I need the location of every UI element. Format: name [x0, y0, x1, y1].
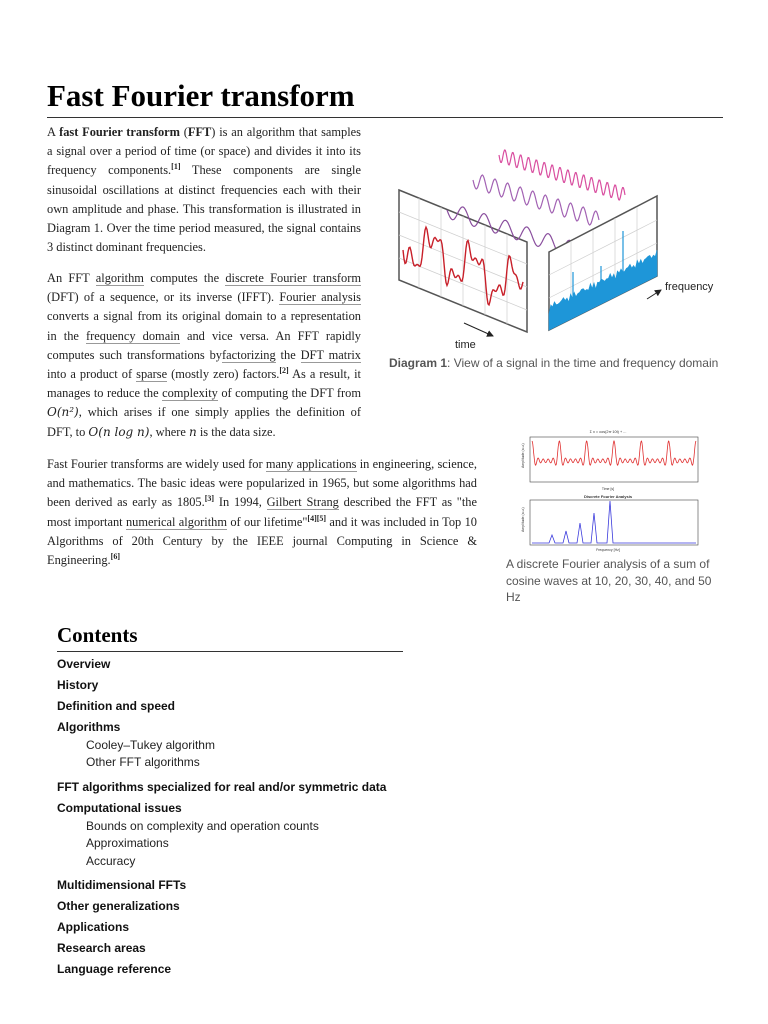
table-of-contents	[57, 657, 477, 983]
toc-item	[57, 920, 477, 935]
link-dft-matrix[interactable]: DFT matrix	[300, 347, 361, 362]
link-many-applications[interactable]: many applications	[265, 457, 357, 471]
ref-5[interactable]: [5]	[316, 513, 327, 523]
math-on2: O(n²)	[47, 405, 79, 420]
toc-item	[57, 780, 477, 795]
bottom-plot-xlabel: Frequency [Hz]	[596, 548, 620, 552]
ref-6[interactable]: [6]	[110, 551, 120, 561]
toc-link[interactable]: Algorithms	[57, 720, 121, 734]
link-complexity[interactable]: complexity	[162, 386, 218, 401]
diagram-1-caption: Diagram 1: View of a signal in the time and frequency domain	[389, 356, 719, 370]
toc-link[interactable]: Applications	[57, 920, 130, 935]
toc-link[interactable]: Definition and speed	[57, 699, 176, 713]
diagram-time-frequency	[389, 140, 729, 355]
toc-item	[57, 801, 477, 870]
top-plot-formula: Σ x = cos(2π·10t) + ...	[589, 430, 627, 434]
toc-subitem[interactable]: Bounds on complexity and operation counts	[86, 818, 319, 833]
toc-link[interactable]: Computational issues	[57, 800, 182, 815]
toc-link[interactable]: History	[57, 678, 99, 692]
intro-paragraph: A fast Fourier transform (FFT) is an algorithm that samples a signal over a period of time (or space) and divides it into its frequency components.[1] These components are single sinusoidal oscillations at distinct frequencies each with their own amplitude and phase. This transformation is illustrated in Diagram 1. Over the time period measured, the signal contains 3 distinct dominant frequencies.	[47, 125, 362, 255]
bottom-plot-title: Discrete Fourier Analysis	[583, 494, 633, 499]
toc-sublist	[86, 737, 477, 772]
toc-item	[57, 657, 477, 672]
term-fft: fast Fourier transform	[59, 125, 180, 139]
math-onlogn: O(n log n)	[88, 424, 150, 439]
applications-paragraph: Fast Fourier transforms are widely used for many applications in engineering, science, and mathematics. The basic ideas were popularized in 1965, but some algorithms had been derived as early as 1805.[3] In 1994, Gilbert Strang described the FFT as "the most important numerical algorithm of our lifetime"[4][5] and it was included in Top 10 Algorithms of 20th Century by the IEEE journal Computing in Science & Engineering.[6]	[47, 457, 478, 568]
time-axis-label: time	[455, 339, 476, 351]
toc-item	[57, 878, 477, 893]
link-algorithm[interactable]: algorithm	[95, 271, 144, 285]
toc-subitem[interactable]: Approximations	[86, 836, 169, 851]
toc-subitem[interactable]: Cooley–Tukey algorithm	[86, 738, 215, 752]
fourier-analysis-caption: A discrete Fourier analysis of a sum of cosine waves at 10, 20, 30, 40, and 50 Hz	[506, 557, 712, 605]
toc-item	[57, 720, 477, 772]
term-fft-abbr: FFT	[187, 125, 212, 139]
link-frequency-domain[interactable]: frequency domain	[86, 328, 180, 343]
toc-sublist	[86, 818, 477, 870]
wave-component-2	[473, 175, 599, 225]
link-gilbert-strang[interactable]: Gilbert Strang	[266, 495, 339, 510]
toc-item	[57, 699, 477, 714]
toc-item	[57, 678, 477, 693]
ref-3[interactable]: [3]	[204, 494, 215, 504]
ref-4[interactable]: [4]	[307, 513, 317, 523]
link-sparse[interactable]: sparse	[136, 367, 168, 382]
toc-subitem[interactable]: Accuracy	[86, 853, 136, 868]
toc-item	[57, 899, 477, 914]
toc-link[interactable]: Research areas	[57, 941, 146, 956]
toc-link[interactable]: Language reference	[57, 962, 172, 977]
toc-link[interactable]: Multidimensional FFTs	[57, 878, 187, 893]
toc-link[interactable]: FFT algorithms specialized for real and/or symmetric data	[57, 779, 387, 794]
top-plot-ylabel: Amplitude (a.u.)	[521, 443, 525, 468]
frequency-axis-label: frequency	[665, 281, 714, 293]
toc-item	[57, 941, 477, 956]
ref-1[interactable]: [1]	[171, 162, 181, 172]
toc-subitem[interactable]: Other FFT algorithms	[86, 755, 200, 770]
dft-paragraph: An FFT algorithm computes the discrete Fourier transform (DFT) of a sequence, or its inverse (IFFT). Fourier analysis converts a signal from its original domain to a representation in the frequency domain and vice versa. An FFT rapidly computes such transformations byfactorizing the DFT matrix into a product of sparse (mostly zero) factors.[2] As a result, it manages to reduce the complexity of computing the DFT from O(n²), which arises if one simply applies the definition of DFT, to O(n log n), where n is the data size.	[47, 271, 362, 439]
title-divider	[47, 117, 723, 118]
link-discrete-fourier-transform[interactable]: discrete Fourier transform	[225, 271, 361, 285]
link-numerical-algorithm[interactable]: numerical algorithm	[125, 514, 227, 529]
page-title: Fast Fourier transform	[47, 78, 355, 113]
toc-link[interactable]: Overview	[57, 657, 111, 671]
link-factorizing[interactable]: factorizing	[222, 347, 276, 362]
toc-link[interactable]: Other generalizations	[57, 899, 180, 914]
math-n: n	[189, 424, 197, 439]
contents-heading: Contents	[57, 623, 138, 647]
fourier-analysis-plots	[516, 428, 701, 552]
bottom-plot-ylabel: Amplitude (a.u.)	[521, 507, 525, 532]
link-fourier-analysis[interactable]: Fourier analysis	[279, 290, 361, 305]
top-plot-xlabel: Time [s]	[601, 487, 615, 491]
ref-2[interactable]: [2]	[279, 365, 289, 375]
toc-item	[57, 962, 477, 977]
contents-divider	[57, 651, 403, 652]
